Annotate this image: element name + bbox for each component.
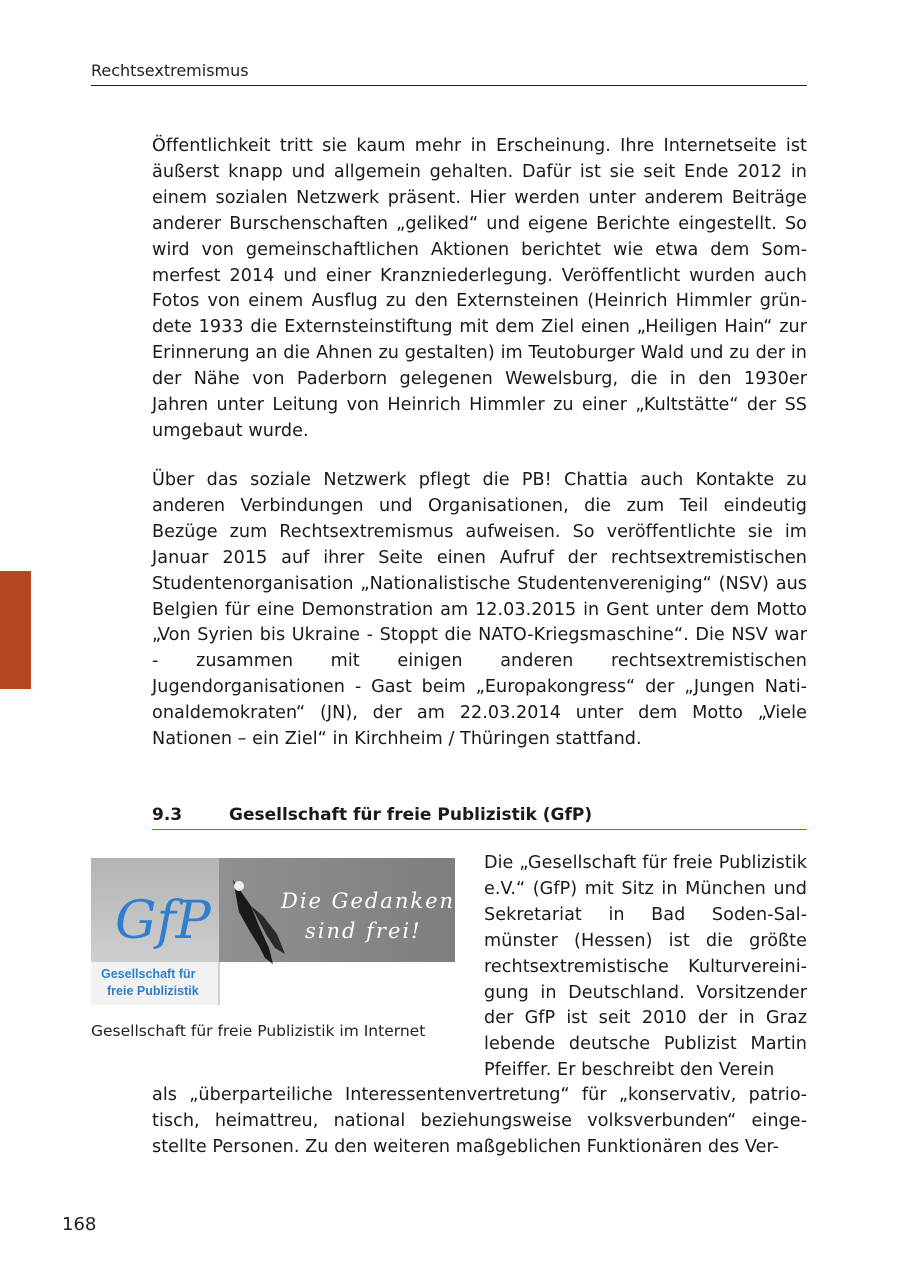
slogan-line2: sind frei! [305, 919, 422, 943]
figure-caption: Gesellschaft für freie Publizistik im Internet [91, 1022, 426, 1040]
section-number: 9.3 [152, 805, 183, 825]
body-paragraph-1: Öffentlichkeit tritt sie kaum mehr in Erscheinung. Ihre Internetseite ist äußerst knapp und allgemein gehalten. Dafür ist sie seit Ende 2012 in einem sozialen Netzwerk präsent. Hier werden unter anderem Beiträge anderer Burschenschaften „geliked“ und eigene Berichte eingestellt. So wird von gemeinschaftlichen Aktionen berichtet wie etwa dem Sommerfest 2014 und einer Kranzniederlegung. Veröffentlicht wurden auch Fotos von einem Ausflug zu den Externsteinen (Heinrich Himmler gründete 1933 die Externsteinstiftung mit dem Ziel einen „Heiligen Hain“ zur Erinnerung an die Ahnen zu gestalten) im Teutoburger Wald und zu der in der Nähe von Paderborn gelegenen Wewelsburg, die in den 1930er Jahren unter Leitung von Heinrich Himmler zu einer „Kultstätte“ der SS umgebaut wurde. [152, 136, 807, 441]
body-paragraph-3: Die „Gesellschaft für freie Publizistik e.V.“ (GfP) mit Sitz in München und Sekretariat in Bad Soden-Salmünster (Hessen) ist die größte rechtsextremistische Kulturvereinigung in Deutschland. Vorsitzender der GfP ist seit 2010 der in Graz lebende deutsche Publizist Martin Pfeiffer. Er beschreibt den Verein [484, 853, 807, 1081]
section-title: Gesellschaft für freie Publizistik (GfP) [229, 805, 593, 825]
logo-org-line1: Gesellschaft für [101, 967, 196, 981]
logo-letters: GfP [115, 891, 211, 951]
running-header: Rechtsextremismus [91, 60, 807, 86]
section-heading [152, 804, 807, 830]
body-paragraph-2: Über das soziale Netzwerk pflegt die PB! Chattia auch Kontakte zu anderen Verbindungen und Organisationen, die zum Teil eindeutig Bezüge zum Rechtsextremismus aufweisen. So veröffentlichte sie im Januar 2015 auf ihrer Seite einen Aufruf der rechtsextremistischen Studentenorganisation „Nationalistische Studentenvereniging“ (NSV) aus Belgien für eine Demonstration am 12.03.2015 in Gent unter dem Motto „Von Syrien bis Ukraine - Stoppt die NATO-Kriegsmaschine“. Die NSV war - zusammen mit einigen anderen rechtsextremistischen Jugendorganisationen - Gast beim „Europakongress“ der „Jungen Nationaldemokraten“ (JN), der am 22.03.2014 unter dem Motto „Viele Nationen – ein Ziel“ in Kirchheim / Thüringen stattfand. [152, 470, 807, 750]
body-paragraph-4: als „überparteiliche Interessentenvertretung“ für „konservativ, patriotisch, heimattreu, national beziehungsweise volksverbunden“ eingestellte Personen. Zu den weiteren maßgeblichen Funktionären des Ver- [152, 1085, 807, 1157]
gfp-logo-image [91, 858, 455, 1005]
logo-org-line2: freie Publizistik [107, 984, 199, 998]
page-number: 168 [62, 1214, 97, 1235]
slogan-line1: Die Gedanken [281, 889, 455, 913]
chapter-side-tab [0, 571, 31, 689]
